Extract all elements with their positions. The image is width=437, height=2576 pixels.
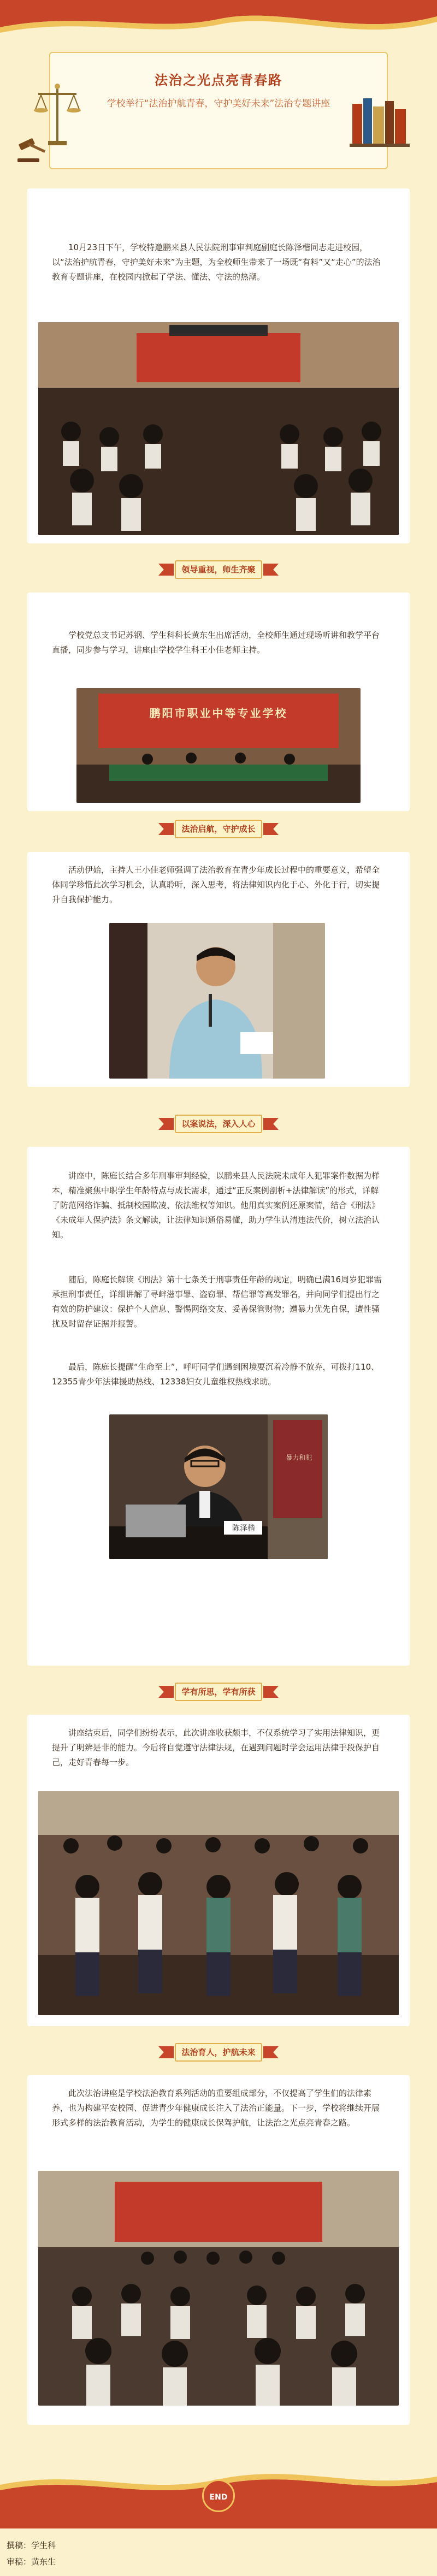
ribbon-right-icon [263,1686,279,1698]
speaker-nameplate: 陈泽楷 [232,1524,255,1533]
ribbon-left-icon [158,1118,174,1130]
stage-banner-text: 鹏阳市职业中等专业学校 [149,707,288,720]
ribbon-right-icon [263,823,279,835]
page-title: 法治之光点亮青春路 [155,73,282,88]
ribbon-right-icon [263,1118,279,1130]
ribbon-left-icon [158,823,174,835]
end-badge: END [202,2479,235,2512]
ribbon-right-icon [263,2046,279,2058]
judge-lecture-photo [109,1414,328,1559]
section-paragraph-leadership: 学校党总支书记苏钢、学生科科长黄东生出席活动，全校师生通过现场听讲和教学平台直播，同步参与学习，讲座由学校学生科王小佳老师主持。 [52,630,380,655]
section-paragraph-case-law-2: 随后，陈庭长解读《刑法》第十七条关于刑事责任年龄的规定，明确已满16周岁犯罪需承担刑事责任，详细讲解了寻衅滋事罪、盗窃罪、帮信罪等高发罪名，并向同学们提出行之有效的防护建议：保护个人信息、警惕网络交友、妥善保管财物；遭暴力优先自保，遭性骚扰及时留存证据并报警。 [52,1275,382,1329]
title-card [49,52,388,169]
section-title-reflection: 学有所思，学有所获 [158,1679,279,1704]
ribbon-left-icon [158,564,174,576]
section-paragraph-reflection: 讲座结束后，同学们纷纷表示，此次讲座收获颇丰，不仅系统学习了实用法律知识，更提升了明辨是非的能力。今后将自觉遵守法律法规，在遇到问题时学会运用法律手段保护自己，走好青春每一步。 [52,1728,380,1767]
host-speaking-photo [109,923,325,1079]
stage-leaders-photo [76,688,361,803]
law-books-icon [350,82,410,147]
header-banner [0,0,437,180]
lecture-hall-photo [38,322,399,535]
students-audience-photo [38,1791,399,2015]
section-title-future: 法治育人，护航未来 [158,2040,279,2065]
intro-paragraph: 10月23日下午，学校特邀鹏来县人民法院刑事审判庭副庭长陈泽楷同志走进校园，以“法治护航青春，守护美好未来”为主题，为全校师生带来了一场既“有料”又“走心”的法治教育专题讲座，在校园内掀起了学法、懂法、守法的热潮。 [52,242,381,282]
assembly-wide-photo [38,2171,399,2406]
section-paragraph-case-law-3: 最后，陈庭长提醒“生命至上”，呼吁同学们遇到困境要沉着冷静不放弃，可拨打110、12355青少年法律援助热线、12338妇女儿童维权热线求助。 [52,1362,380,1387]
ribbon-right-icon [263,564,279,576]
ribbon-left-icon [158,1686,174,1698]
poster-text: 暴力和犯 [286,1454,312,1461]
page-subtitle: 学校举行“法治护航青春，守护美好未来”法治专题讲座 [107,98,330,109]
ribbon-left-icon [158,2046,174,2058]
section-paragraph-case-law-1: 讲座中，陈庭长结合多年刑事审判经验，以鹏来县人民法院未成年人犯罪案件数据为样本，精准聚焦中职学生年龄特点与成长需求，通过“正反案例剖析+法律解读”的形式，详解了防范网络诈骗、抵制校园欺凌、依法维权等知识。他用真实案例还原案情，结合《刑法》《未成年人保护法》条文解读，让法律知识通俗易懂，助力学生认清违法代价，树立法治认知。 [52,1171,380,1240]
gavel-icon [16,137,49,164]
top-wave-decoration [0,0,437,38]
section-title-leadership: 领导重视，师生齐聚 [158,557,279,582]
section-title-opening: 法治启航，守护成长 [158,816,279,842]
section-paragraph-future: 此次法治讲座是学校法治教育系列活动的重要组成部分，不仅提高了学生们的法律素养，也为构建平安校园、促进青少年健康成长注入了法治正能量。下一步，学校将继续开展形式多样的法治教育活动，为学生的健康成长保驾护航，让法治之光点亮青春之路。 [52,2088,380,2128]
section-paragraph-opening: 活动伊始，主持人王小佳老师强调了法治教育在青少年成长过程中的重要意义，希望全体同学珍惜此次学习机会，认真聆听，深入思考，将法律知识内化于心、外化于行，切实提升自我保护能力。 [52,865,380,904]
section-title-case-law: 以案说法，深入人心 [158,1111,279,1136]
credit-reviewer: 审稿：黄东生 [7,2557,56,2567]
credit-author: 撰稿：学生科 [7,2541,56,2550]
